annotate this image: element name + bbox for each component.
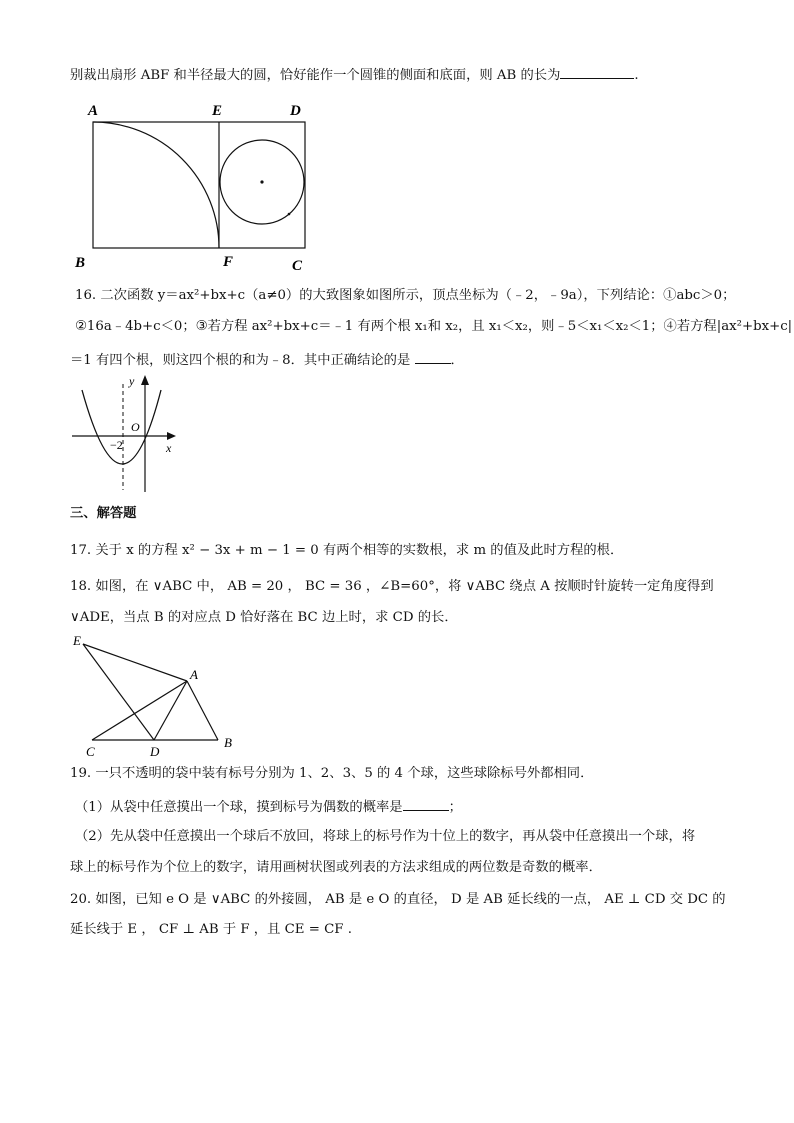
q18-figure — [70, 632, 245, 762]
q15-text: 别裁出扇形 ABF 和半径最大的圆，恰好能作一个圆锥的侧面和底面，则 AB 的长为 . — [70, 64, 639, 86]
label-E: E — [212, 103, 223, 119]
label-C: C — [86, 744, 95, 759]
q19-line-2: （1）从袋中任意摸出一个球，摸到标号为偶数的概率是 ； — [75, 796, 462, 818]
label-B: B — [75, 255, 86, 271]
label-C: C — [292, 258, 303, 274]
segment-ed — [83, 644, 154, 740]
q16-graph — [70, 372, 185, 497]
q20-line-1: 20. 如图，已知 e O 是 ∨ABC 的外接圆， AB 是 e O 的直径， D 是 AB 延长线的一点， AE ⊥ CD 交 DC 的 — [70, 892, 726, 907]
q17-text: 17. 关于 x 的方程 x² − 3x + m − 1 = 0 有两个相等的实数根，求 m 的值及此时方程的根． — [70, 543, 624, 558]
label-D: D — [150, 744, 160, 759]
q19-line-3: （2）先从袋中任意摸出一个球后不放回，将球上的标号作为十位上的数字，再从袋中任意摸出一个球，将 — [75, 829, 696, 844]
q19-line-4: 球上的标号作为个位上的数字，请用画树状图或列表的方法求组成的两位数是奇数的概率． — [70, 860, 602, 875]
label-x: x — [166, 441, 172, 455]
q19-line-1: 19. 一只不透明的袋中装有标号分别为 1、2、3、5 的 4 个球，这些球除标号外都相同． — [70, 766, 594, 781]
q18-line-2: ∨ADE，当点 B 的对应点 D 恰好落在 BC 边上时，求 CD 的长． — [70, 610, 458, 625]
answer-blank[interactable] — [415, 349, 451, 364]
q18-line-1: 18. 如图，在 ∨ABC 中， AB = 20 ， BC = 36 ，∠B=60°，将 ∨ABC 绕点 A 按顺时针旋转一定角度得到 — [70, 579, 714, 594]
answer-blank[interactable] — [560, 64, 634, 79]
sector-arc-abf — [93, 122, 219, 248]
label-A: A — [190, 667, 198, 682]
section-heading: 三、解答题 — [70, 506, 137, 521]
label-B: B — [224, 735, 232, 750]
q16-line-1: 16. 二次函数 y＝ax²+bx+c（a≠0）的大致图象如图所示，顶点坐标为（﹣2，﹣9a），下列结论：①abc＞0； — [75, 288, 736, 303]
parabola — [82, 390, 161, 464]
segment-ac — [92, 681, 187, 740]
segment-ea — [83, 644, 187, 681]
q16-line-3: ＝1 有四个根，则这四个根的和为﹣8．其中正确结论的是 ． — [70, 349, 464, 371]
x-axis-arrow — [167, 432, 176, 440]
q15-figure — [70, 96, 320, 276]
label-D: D — [290, 103, 301, 119]
segment-ab — [187, 681, 218, 740]
label-A: A — [88, 103, 99, 119]
q20-line-2: 延长线于 E ， CF ⊥ AB 于 F ，且 CE = CF . — [70, 922, 352, 937]
segment-ad — [154, 681, 187, 740]
circle-point-dot — [288, 213, 291, 216]
label-E: E — [73, 633, 81, 648]
tick-label: −2 — [110, 438, 123, 452]
label-y: y — [129, 374, 135, 388]
circle-center-dot — [260, 180, 263, 183]
y-axis-arrow — [141, 375, 149, 385]
answer-blank[interactable] — [403, 796, 449, 811]
label-origin: O — [131, 420, 140, 434]
q16-line-2: ②16a﹣4b+c＜0；③若方程 ax²+bx+c＝﹣1 有两个根 x₁和 x₂，且 x₁＜x₂，则﹣5＜x₁＜x₂＜1；④若方程|ax²+bx+c| — [75, 319, 793, 334]
label-F: F — [223, 254, 234, 270]
